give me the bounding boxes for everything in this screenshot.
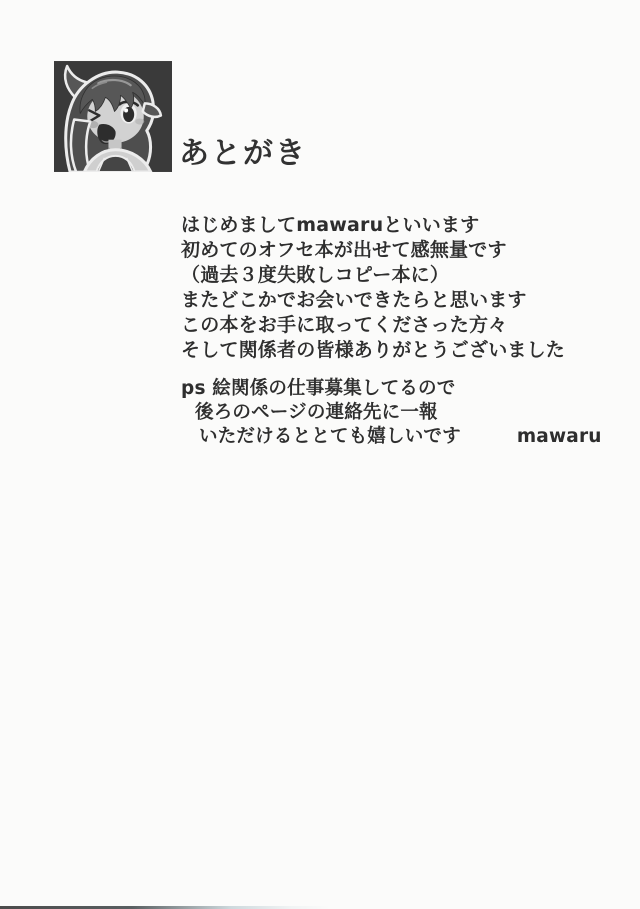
winking-girl-icon (54, 61, 172, 172)
afterword-line: 初めてのオフセ本が出せて感無量です (181, 239, 507, 261)
afterword-line: （過去３度失敗しコピー本に） (181, 264, 450, 286)
afterword-line: この本をお手に取ってくださった方々 (181, 314, 508, 336)
postscript-line-text: いただけるととても嬉しいです (199, 426, 461, 447)
afterword-line: そして関係者の皆様ありがとうございました (181, 339, 566, 361)
afterword-text (181, 213, 565, 363)
afterword-line: はじめましてmawaruといいます (181, 214, 480, 236)
postscript-line: 後ろのページの連絡先に一報 (195, 402, 438, 423)
afterword-line: またどこかでお会いできたらと思います (181, 289, 527, 311)
author-avatar-illustration (54, 61, 172, 172)
page-title: あとがき (179, 136, 307, 171)
postscript-text (181, 377, 602, 449)
author-signature: mawaru (516, 426, 602, 447)
postscript-line: ps 絵関係の仕事募集してるので (181, 378, 456, 399)
postscript-line (181, 425, 602, 449)
